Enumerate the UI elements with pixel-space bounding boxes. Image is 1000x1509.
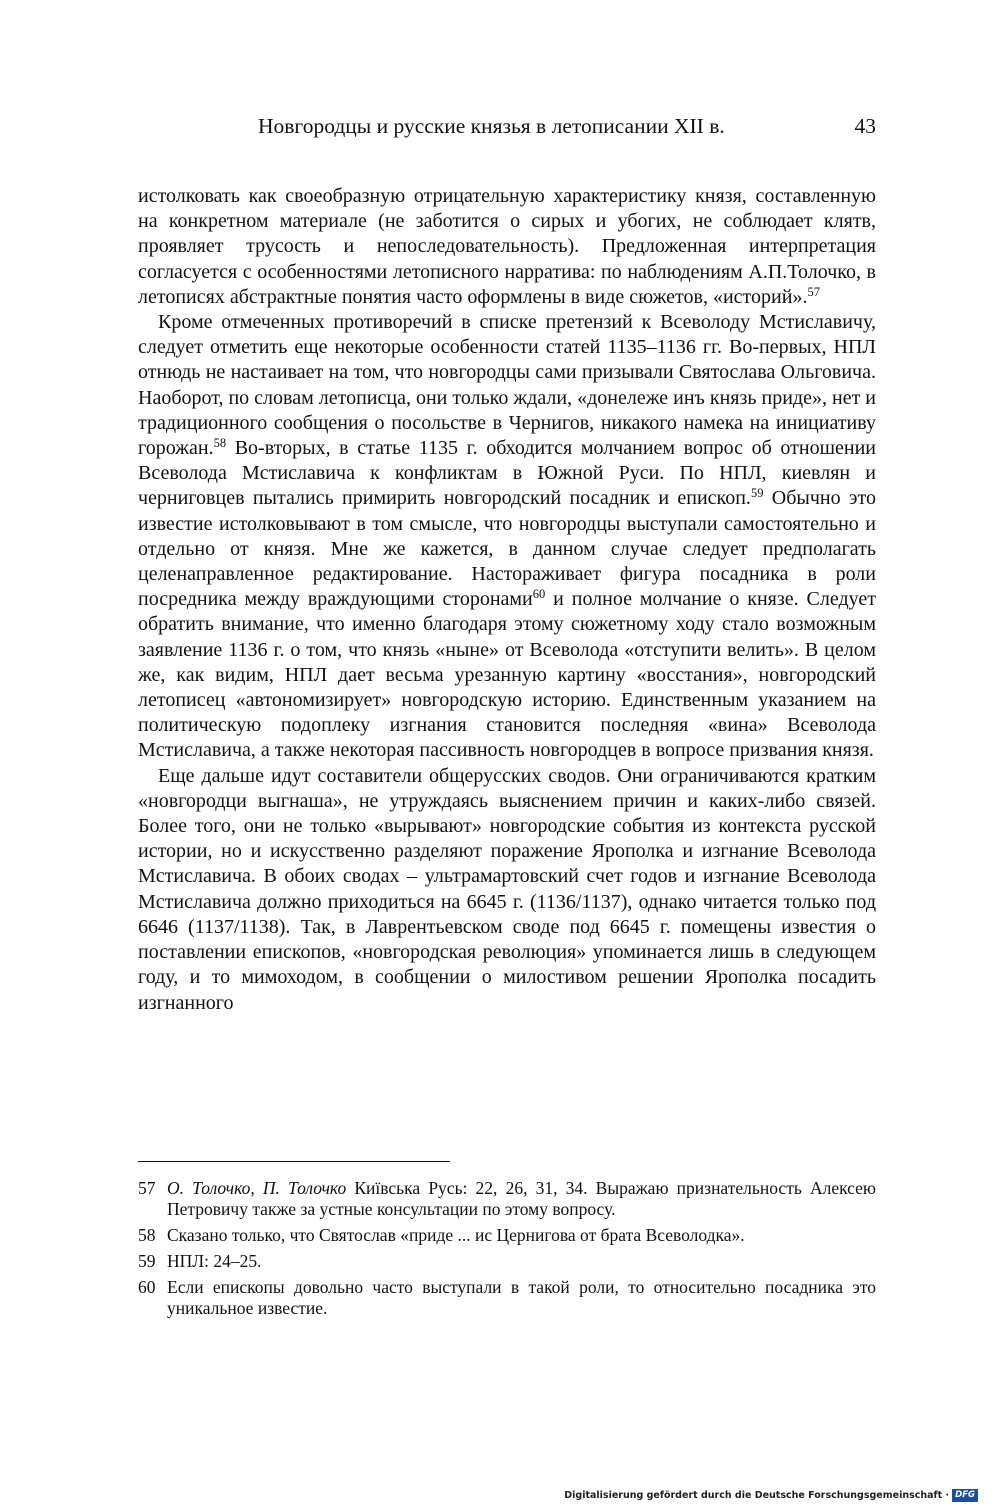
footnote-body: Сказано только, что Святослав «приде ... ис Цернигова от брата Всеволодка». bbox=[167, 1225, 745, 1245]
footnote-ref-59[interactable]: 59 bbox=[750, 486, 764, 501]
footnote-number: 60 bbox=[138, 1277, 156, 1297]
footnote-number: 58 bbox=[138, 1225, 156, 1245]
footnote-text bbox=[167, 1178, 876, 1220]
footnote-ref-60[interactable]: 60 bbox=[532, 587, 546, 602]
dfg-logo-icon: DFG bbox=[952, 1489, 978, 1502]
footnote-60 bbox=[138, 1277, 876, 1319]
footnote-57 bbox=[138, 1178, 876, 1220]
footnote-ref-57[interactable]: 57 bbox=[807, 284, 820, 299]
paragraph-2-text-d: и полное молчание о князе. Следует обратить внимание, что именно благодаря этому сюжетному ходу стало возможным заявление 1136 г. о том, что князь «ныне» от Всеволода «отступити велить». В целом же, как видим, НПЛ дает весьма урезанную картину «восстания», новгородский летописец «автономизирует» новгородскую историю. Единственным указанием на политическую подоплеку изгнания становится последняя «вина» Всеволода Мстиславича, а также некоторая пассивность новгородцев в вопросе призвания князя. bbox=[138, 588, 876, 762]
footnote-ref-58[interactable]: 58 bbox=[213, 436, 227, 451]
footnotes bbox=[138, 1178, 876, 1324]
digitization-credit-text: Digitalisierung gefördert durch die Deutsche Forschungsgemeinschaft · bbox=[564, 1490, 950, 1501]
paragraph-2-text-c: Обычно это известие истолковывают в том смысле, что новгородцы выступали самостоятельно и отдельно от князя. Мне же кажется, в данном случае следует предполагать целенаправленное редактирование. Настораживает фигура посадника в роли посредника между враждующими сторонами bbox=[138, 487, 876, 611]
digitization-credit bbox=[564, 1489, 978, 1502]
footnote-body: НПЛ: 24–25. bbox=[167, 1251, 262, 1271]
footnote-separator bbox=[138, 1161, 450, 1162]
paragraph-3 bbox=[138, 764, 876, 1016]
page-number: 43 bbox=[854, 114, 876, 138]
footnote-body: Київська Русь: 22, 26, 31, 34. Выражаю признательность Алексею Петровичу также за устные консультации по этому вопросу. bbox=[167, 1178, 877, 1219]
paragraph-1-text: истолковать как своеобразную отрицательную характеристику князя, составленную на конкретном материале (не заботится о сирых и убогих, не соблюдает клятв, проявляет трусость и непоследовательность). Предложенная интерпретация согласуется с особенностями летописного нарратива: по наблюдениям А.П.Толочко, в летописях абстрактные понятия часто оформлены в виде сюжетов, «историй». bbox=[138, 185, 876, 308]
footnote-number: 59 bbox=[138, 1251, 156, 1271]
paragraph-2-text-b: Во-вторых, в статье 1135 г. обходится молчанием вопрос об отношении Всеволода Мстиславича к конфликтам в Южной Руси. По НПЛ, киевлян и черниговцев пытались примирить новгородский посадник и епископ. bbox=[138, 437, 876, 510]
footnote-number: 57 bbox=[138, 1178, 156, 1198]
main-text bbox=[138, 184, 876, 1016]
footnote-authors: О. Толочко, П. Толочко bbox=[167, 1178, 347, 1198]
paragraph-2 bbox=[138, 310, 876, 764]
paragraph-2-text-a: Кроме отмеченных противоречий в списке претензий к Всеволоду Мстиславичу, следует отметить еще некоторые особенности статей 1135–1136 гг. Во-первых, НПЛ отнюдь не настаивает на том, что новгородцы сами призывали Святослава Ольговича. Наоборот, по словам летописца, они только ждали, «донележе инъ князь приде», нет и традиционного сообщения о посольстве в Чернигов, никакого намека на инициативу горожан. bbox=[138, 311, 877, 460]
footnote-body: Если епископы довольно часто выступали в такой роли, то относительно посадника это уникальное известие. bbox=[167, 1277, 876, 1318]
footnote-59 bbox=[138, 1251, 876, 1272]
page-header bbox=[138, 114, 876, 144]
paragraph-1 bbox=[138, 184, 876, 310]
footnote-58 bbox=[138, 1225, 876, 1246]
running-title: Новгородцы и русские князья в летописании XII в. bbox=[258, 114, 725, 138]
paragraph-3-text: Еще дальше идут составители общерусских сводов. Они ограничиваются кратким «новгородци выгнаша», не утруждаясь выяснением причин и каких-либо связей. Более того, они не только «вырывают» новгородские события из контекста русской истории, но и искусственно разделяют поражение Ярополка и изгнание Всеволода Мстиславича. В обоих сводах – ультрамартовский счет годов и изгнание Всеволода Мстиславича должно приходиться на 6645 г. (1136/1137), однако читается только под 6646 (1137/1138). Так, в Лаврентьевском своде под 6645 г. помещены известия о поставлении епископов, «новгородская революция» упоминается лишь в следующем году, и то мимоходом, в сообщении о милостивом решении Ярополка посадить изгнанного bbox=[138, 764, 876, 1014]
